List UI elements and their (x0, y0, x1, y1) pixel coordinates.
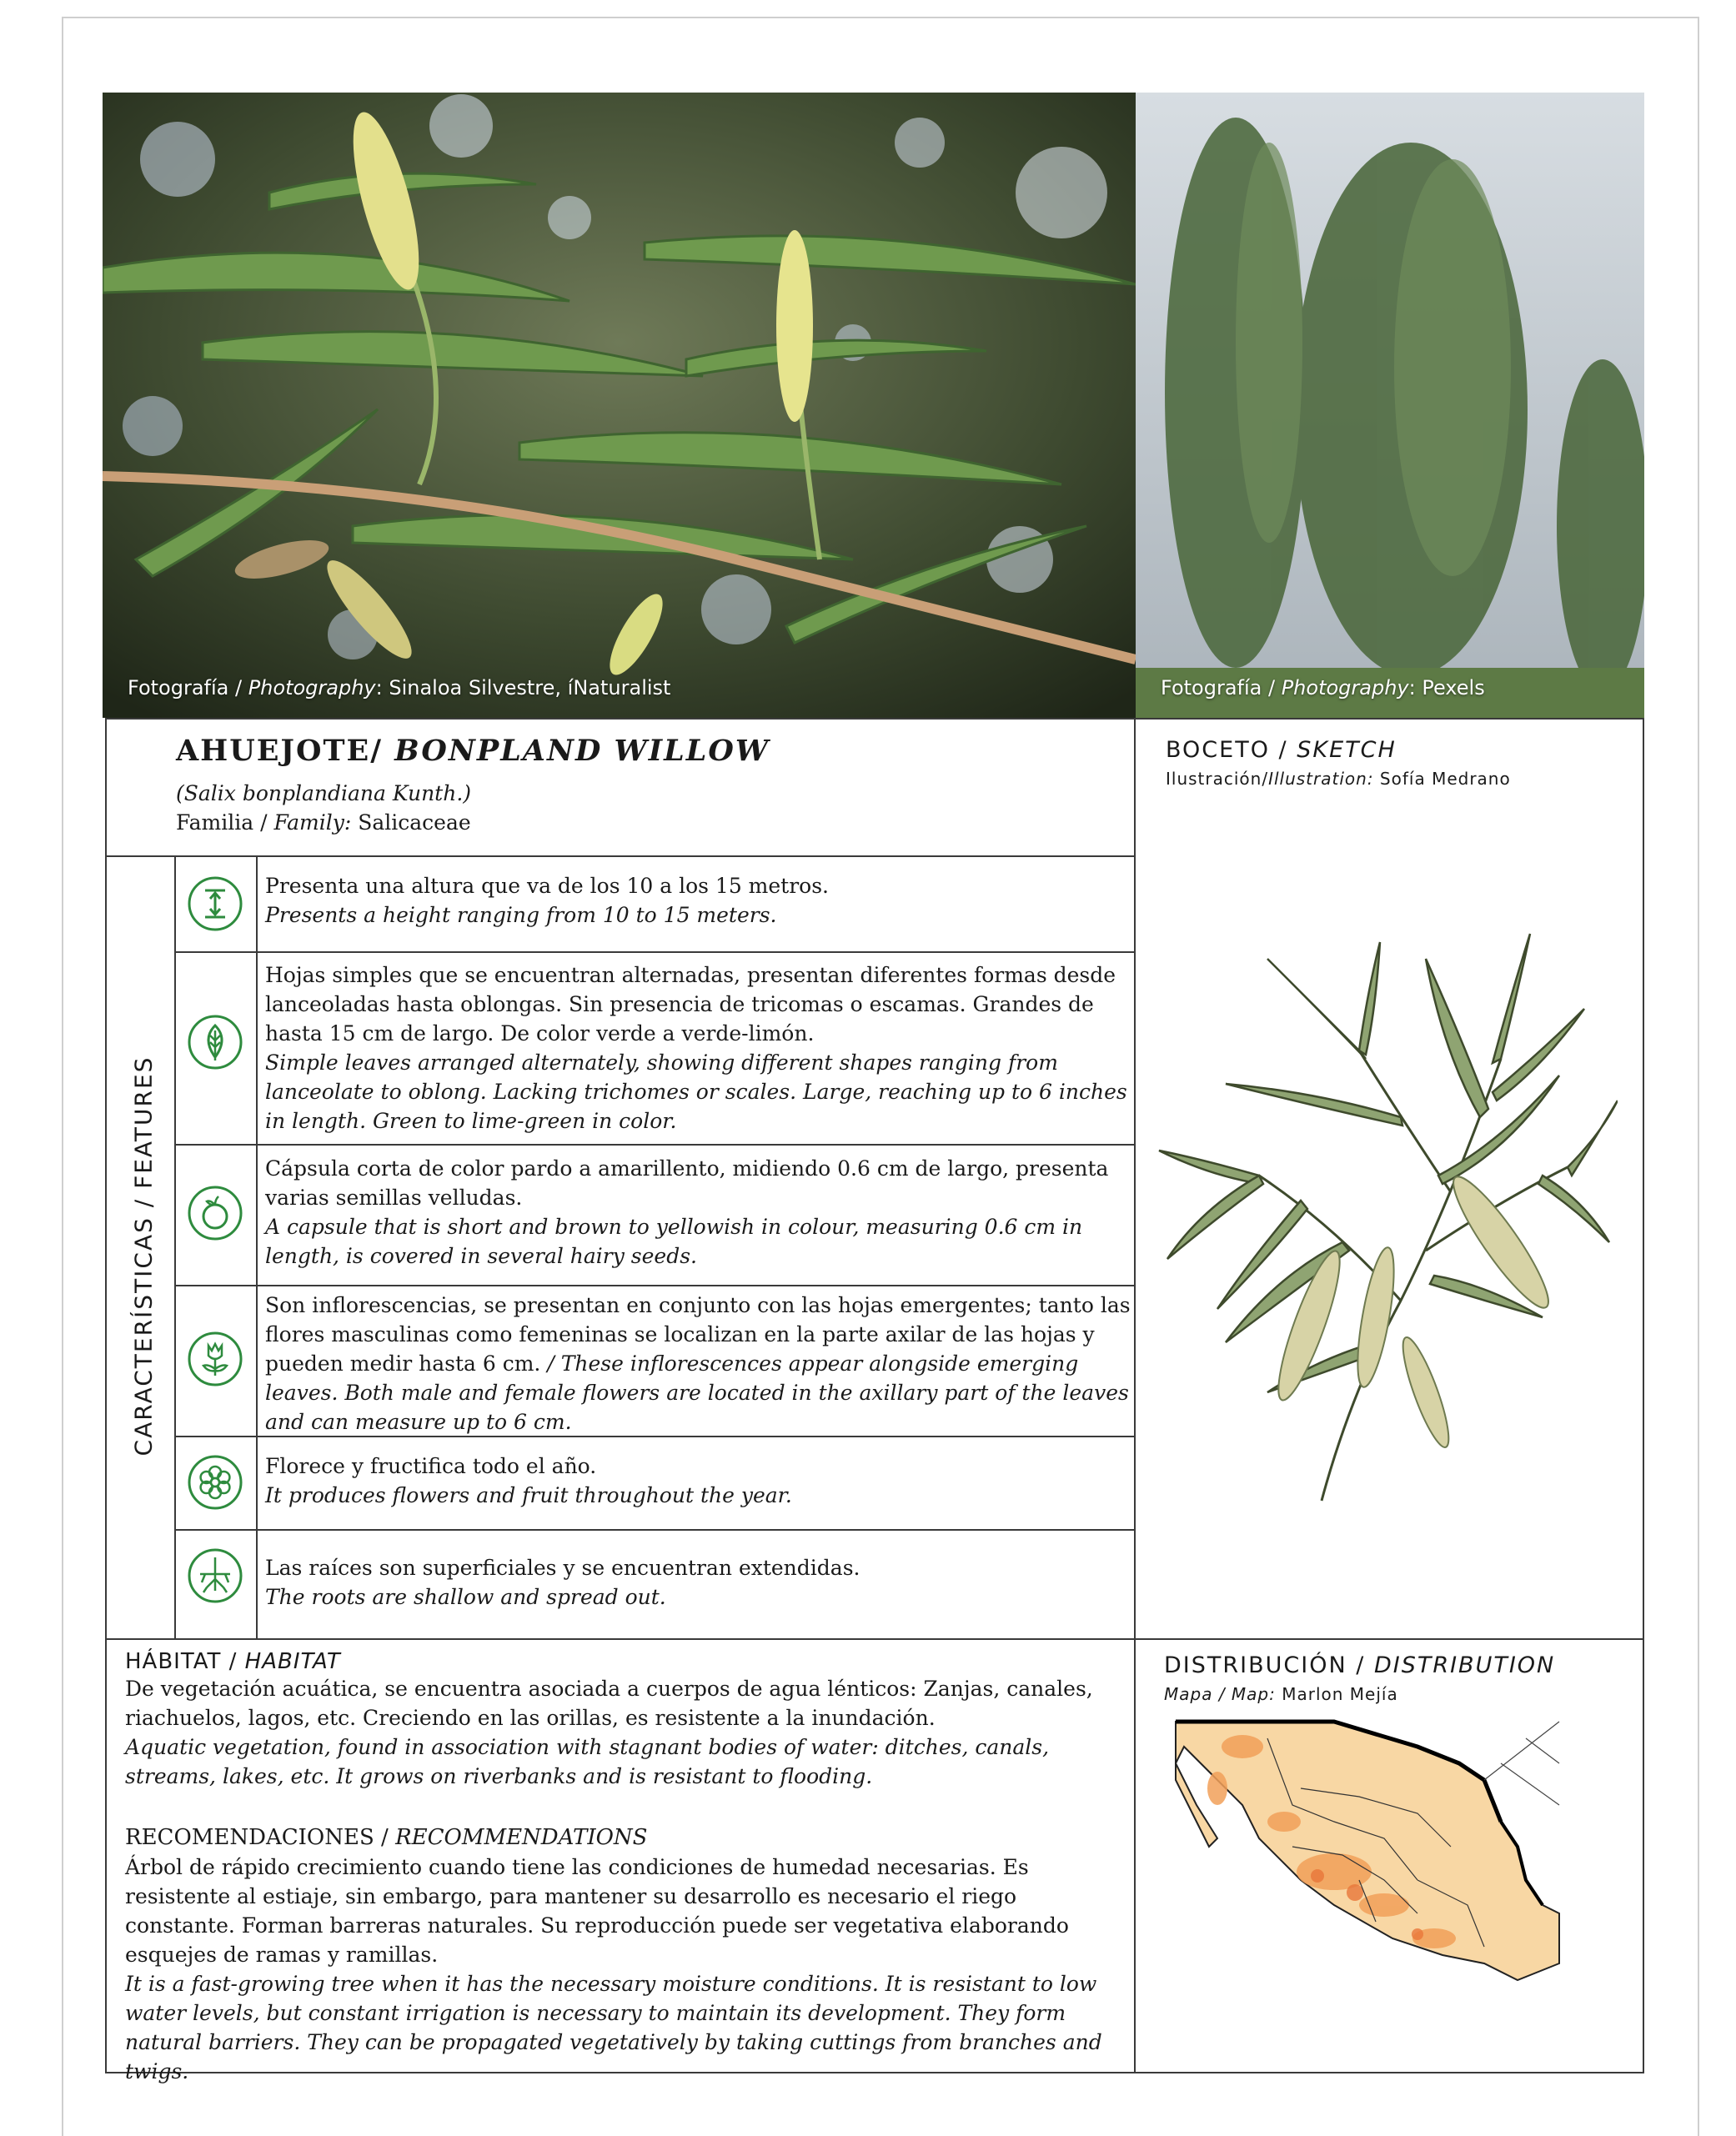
feature-row-flowers-es: Son inflorescencias, se presentan en conjunto con las hojas emergentes; tanto las flores masculinas como femeninas se localizan en la parte axilar de las hojas y pueden medir hasta 6 cm. (265, 1293, 1131, 1376)
habitat-en: Aquatic vegetation, found in association with stagnant bodies of water: ditches, canals, streams, lakes, etc. It grows on riverbanks and is resistant to flooding. (125, 1735, 1050, 1788)
distribution-map (1167, 1713, 1568, 1997)
photo-willow-catkins-image (103, 93, 1136, 718)
habitat-title: HÁBITAT / HABITAT (125, 1649, 341, 1674)
feature-row-roots-en: The roots are shallow and spread out. (265, 1585, 666, 1609)
feature-row-bloom-es: Florece y fructifica todo el año. (265, 1454, 597, 1478)
divider-row-1 (174, 951, 1136, 953)
divider-icons-text (256, 855, 258, 1640)
distribution-credit: Mapa / Map: Marlon Mejía (1164, 1684, 1398, 1704)
feature-row-leaves-es: Hojas simples que se encuentran alternadas, presentan diferentes formas desde lanceoladas hasta oblongas. Sin presencia de tricomas o escamas. Grandes de hasta 15 cm de largo. De color verde a verde-limón. (265, 963, 1116, 1045)
flower-icon (185, 1329, 245, 1389)
feature-row-leaves (265, 960, 1132, 1136)
feature-row-fruit-es: Cápsula corta de color pardo a amarillento, midiendo 0.6 cm de largo, presenta varias semillas velludas. (265, 1156, 1109, 1210)
divider-row-2 (174, 1144, 1136, 1146)
leaf-icon (185, 1012, 245, 1072)
recommendations-en: It is a fast-growing tree when it has the necessary moisture conditions. It is resistant to low water levels, but constant irrigation is necessary to maintain its development. They form natural barriers. They can be propagated vegetatively by taking cuttings from branches and twigs. (125, 1972, 1102, 2083)
feature-row-flowers (265, 1291, 1132, 1437)
distribution-title: DISTRIBUCIÓN / DISTRIBUTION (1164, 1652, 1556, 1678)
divider-vertical-main (1134, 718, 1136, 2072)
photo-credit-right: Fotografía / Photography: Pexels (1161, 676, 1485, 699)
fruit-icon (185, 1183, 245, 1243)
habitat-section (125, 1649, 1121, 1791)
feature-row-roots (265, 1553, 1132, 1612)
sketch-title: BOCETO / SKETCH (1166, 737, 1397, 763)
plant-title: AHUEJOTE/ BONPLAND WILLOW (176, 734, 770, 768)
recommendations-es: Árbol de rápido crecimiento cuando tiene las condiciones de humedad necesarias. Es resistente al estiaje, sin embargo, para mantener su desarrollo es necesario el riego constante. Forman barreras naturales. Su reproducción puede ser vegetativa elaborando esquejes de ramas y ramillas. (125, 1855, 1069, 1967)
photo-willow-catkins (103, 93, 1136, 718)
features-side-label: CARACTERÍSTICAS / FEATURES (129, 1055, 158, 1457)
divider-row-3 (174, 1285, 1136, 1286)
feature-row-bloom-en: It produces flowers and fruit throughout the year. (265, 1483, 792, 1507)
feature-row-bloom (265, 1452, 1132, 1510)
photo-credit-left: Fotografía / Photography: Sinaloa Silvestre, íNaturalist (128, 676, 671, 699)
divider-features-bottom (105, 1638, 1643, 1640)
habitat-es: De vegetación acuática, se encuentra asociada a cuerpos de agua lénticos: Zanjas, canales, riachuelos, lagos, etc. Creciendo en las orillas, es resistente a la inundación. (125, 1677, 1093, 1730)
feature-row-height-en: Presents a height ranging from 10 to 15 meters. (265, 903, 777, 927)
willow-branch-sketch (1151, 925, 1618, 1509)
bloom-cycle-icon (185, 1452, 245, 1512)
photo-willow-trees (1136, 93, 1644, 718)
divider-header (105, 855, 1136, 857)
sketch-credit: Ilustración/Illustration: Sofía Medrano (1166, 769, 1511, 789)
feature-row-fruit (265, 1154, 1132, 1271)
family-line: Familia / Family: Salicaceae (176, 810, 471, 835)
height-icon (185, 874, 245, 934)
feature-row-height (265, 871, 1132, 930)
feature-row-height-es: Presenta una altura que va de los 10 a los 15 metros. (265, 874, 830, 898)
feature-row-flowers-en: / These inflorescences appear alongside emerging leaves. Both male and female flowers are located in the axillary part of the leaves and can measure up to 6 cm. (265, 1351, 1129, 1434)
recommendations-title: RECOMENDACIONES / RECOMMENDATIONS (125, 1825, 648, 1850)
feature-row-leaves-en: Simple leaves arranged alternately, showing different shapes ranging from lanceolate to oblong. Lacking trichomes or scales. Large, reaching up to 6 inches in length. Green to lime-green in color. (265, 1050, 1127, 1133)
feature-row-roots-es: Las raíces son superficiales y se encuentran extendidas. (265, 1556, 860, 1580)
divider-row-5 (174, 1529, 1136, 1531)
roots-icon (185, 1546, 245, 1606)
divider-features-icons (174, 855, 176, 1640)
feature-row-fruit-en: A capsule that is short and brown to yellowish in colour, measuring 0.6 cm in length, is covered in several hairy seeds. (265, 1215, 1083, 1268)
photo-willow-trees-image (1136, 93, 1644, 718)
recommendations-section (125, 1823, 1126, 2086)
scientific-name: (Salix bonplandiana Kunth.) (176, 781, 472, 805)
